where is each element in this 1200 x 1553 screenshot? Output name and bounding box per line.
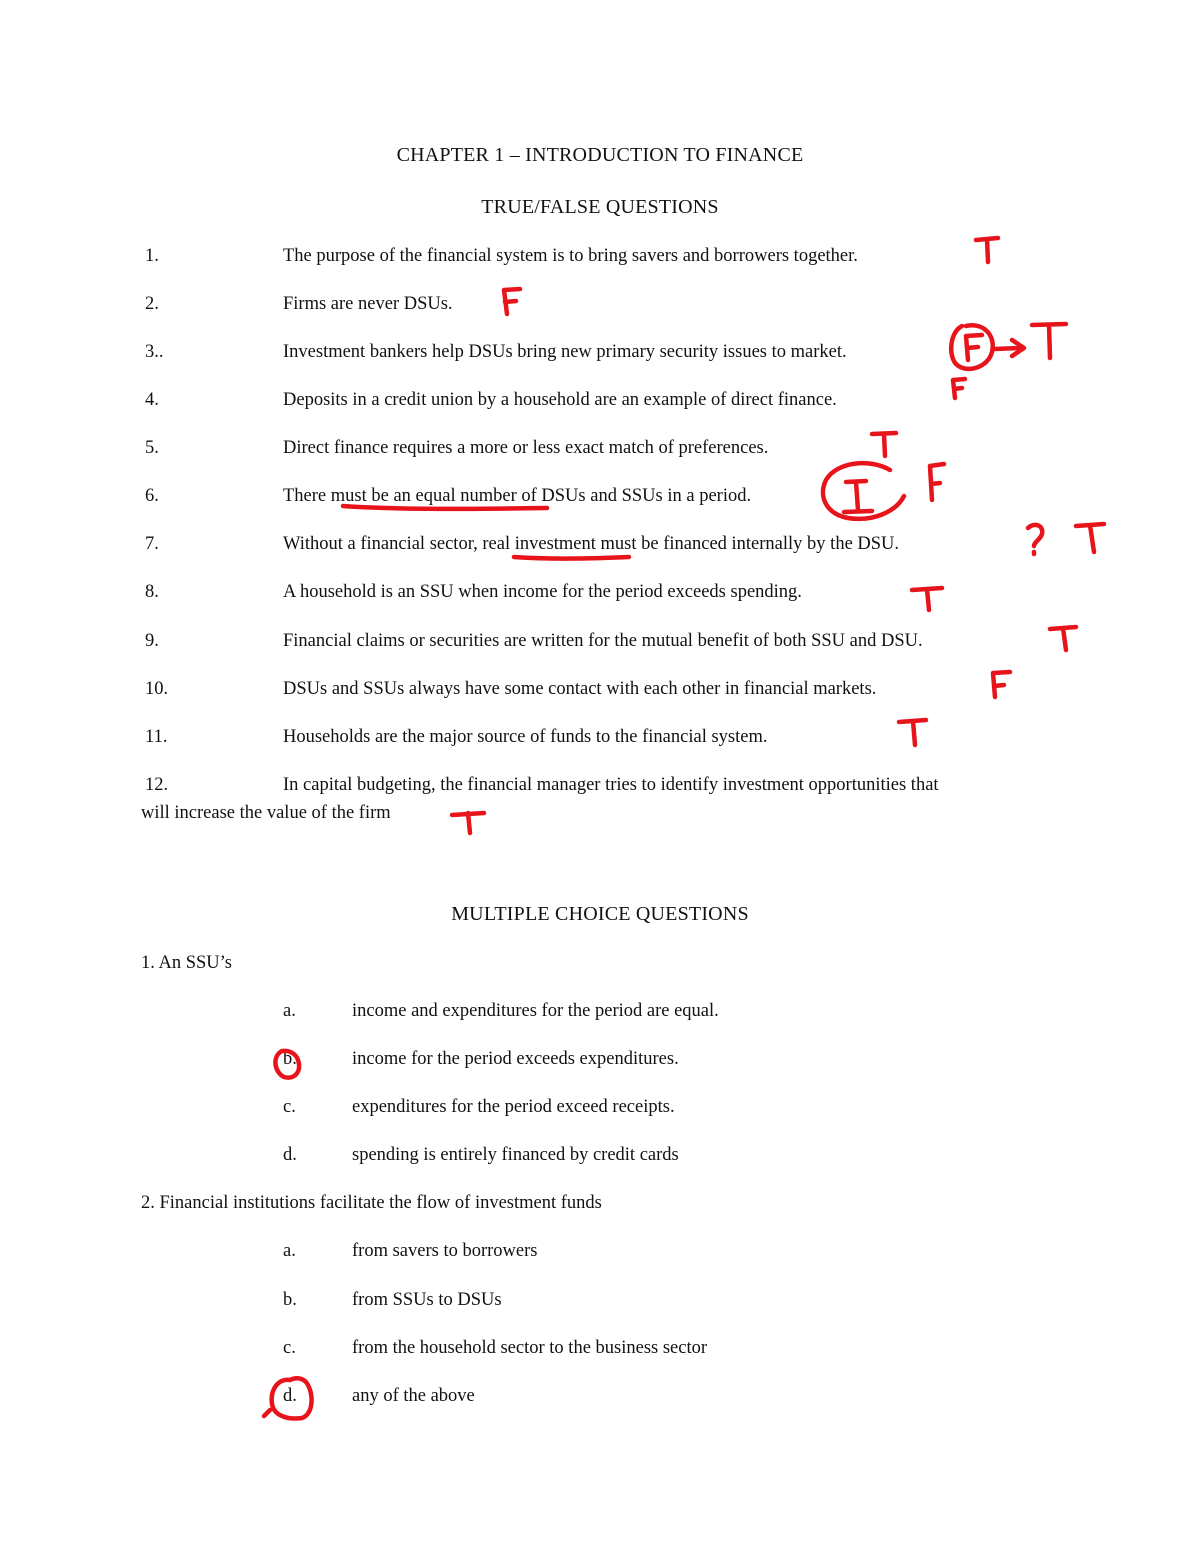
mc-option-text: from savers to borrowers xyxy=(352,1241,538,1261)
tf-number: 10. xyxy=(145,679,169,699)
handwritten-f-mark xyxy=(504,289,520,314)
handwritten-t-mark xyxy=(976,238,998,262)
mc-option-text: spending is entirely financed by credit cards xyxy=(352,1145,679,1165)
handwritten-circle-mark xyxy=(823,463,904,519)
tf-number: 3.. xyxy=(145,342,164,362)
handwritten-t-mark xyxy=(1050,627,1076,650)
tf-question-text: Deposits in a credit union by a household are an example of direct finance. xyxy=(283,390,837,410)
mc-option-text: from the household sector to the business sector xyxy=(352,1338,708,1358)
mc-heading: MULTIPLE CHOICE QUESTIONS xyxy=(451,903,749,925)
handwritten-t-mark xyxy=(912,588,942,610)
underlined-phrase: real investment xyxy=(482,534,596,554)
mc-option-letter: b. xyxy=(283,1049,297,1069)
handwritten-arrow-mark xyxy=(994,340,1024,356)
tf-question-text-continued: will increase the value of the firm xyxy=(141,803,391,823)
tf-number: 9. xyxy=(145,631,159,651)
mc-option-text: income for the period exceeds expenditures. xyxy=(352,1049,679,1069)
text-segment: Without a financial sector, xyxy=(283,534,483,554)
mc-option-text: expenditures for the period exceed receipts. xyxy=(352,1097,675,1117)
handwritten-i-mark xyxy=(844,481,872,512)
handwritten-f-mark xyxy=(930,464,944,500)
mc-question-text: 2. Financial institutions facilitate the flow of investment funds xyxy=(141,1193,602,1213)
tf-question-text: In capital budgeting, the financial manager tries to identify investment opportunities that xyxy=(283,775,939,795)
handwritten-circle-mark xyxy=(951,325,993,369)
handwritten-t-mark xyxy=(452,813,484,833)
mc-option-letter: a. xyxy=(283,1241,296,1261)
mc-option-text: any of the above xyxy=(352,1386,475,1406)
tf-number: 11. xyxy=(145,727,168,747)
text-segment: There xyxy=(283,486,331,506)
mc-option-letter: d. xyxy=(283,1386,297,1406)
tf-question-text xyxy=(283,486,751,507)
mc-option-text: income and expenditures for the period are equal. xyxy=(352,1001,719,1021)
tf-heading: TRUE/FALSE QUESTIONS xyxy=(481,196,719,218)
handwritten-t-mark xyxy=(1076,524,1104,552)
tf-number: 12. xyxy=(145,775,169,795)
chapter-title: CHAPTER 1 – INTRODUCTION TO FINANCE xyxy=(396,144,804,166)
tf-number: 1. xyxy=(145,246,159,266)
mc-option-letter: a. xyxy=(283,1001,296,1021)
handwritten-t-mark xyxy=(1032,324,1066,358)
tf-question-text: Households are the major source of funds to the financial system. xyxy=(283,727,768,747)
tf-number: 8. xyxy=(145,582,159,602)
tf-question-text: The purpose of the financial system is to bring savers and borrowers together. xyxy=(283,246,858,266)
mc-option-letter: d. xyxy=(283,1145,297,1165)
tf-question-text: A household is an SSU when income for the period exceeds spending. xyxy=(283,582,802,602)
tf-question-text: Firms are never DSUs. xyxy=(283,294,453,314)
mc-option-text: from SSUs to DSUs xyxy=(352,1290,502,1310)
handwritten-f-mark xyxy=(966,335,982,360)
tf-number: 7. xyxy=(145,534,159,554)
text-segment: of DSUs and SSUs in a period. xyxy=(516,486,752,506)
tf-question-text: Investment bankers help DSUs bring new primary security issues to market. xyxy=(283,342,847,362)
tf-question-text: DSUs and SSUs always have some contact with each other in financial markets. xyxy=(283,679,877,699)
mc-option-letter: b. xyxy=(283,1290,297,1310)
handwritten-f-mark xyxy=(953,379,965,398)
tf-question-text: Financial claims or securities are written for the mutual benefit of both SSU and DSU. xyxy=(283,631,923,651)
handwritten-f-mark xyxy=(993,672,1010,697)
tf-number: 4. xyxy=(145,390,159,410)
tf-number: 6. xyxy=(145,486,159,506)
tf-number: 5. xyxy=(145,438,159,458)
text-segment: must be financed internally by the DSU. xyxy=(595,534,900,554)
handwritten-t-mark xyxy=(872,433,896,456)
underlined-phrase: must be an equal number xyxy=(330,486,517,506)
mc-option-letter: c. xyxy=(283,1097,296,1117)
tf-number: 2. xyxy=(145,294,159,314)
tf-question-text xyxy=(283,534,899,555)
tf-question-text: Direct finance requires a more or less exact match of preferences. xyxy=(283,438,769,458)
handwritten-t-mark xyxy=(899,720,926,745)
handwritten-question-mark xyxy=(1028,525,1042,554)
mc-question-text: 1. An SSU’s xyxy=(141,953,232,973)
handwritten-underline-mark xyxy=(514,557,629,559)
mc-option-letter: c. xyxy=(283,1338,296,1358)
